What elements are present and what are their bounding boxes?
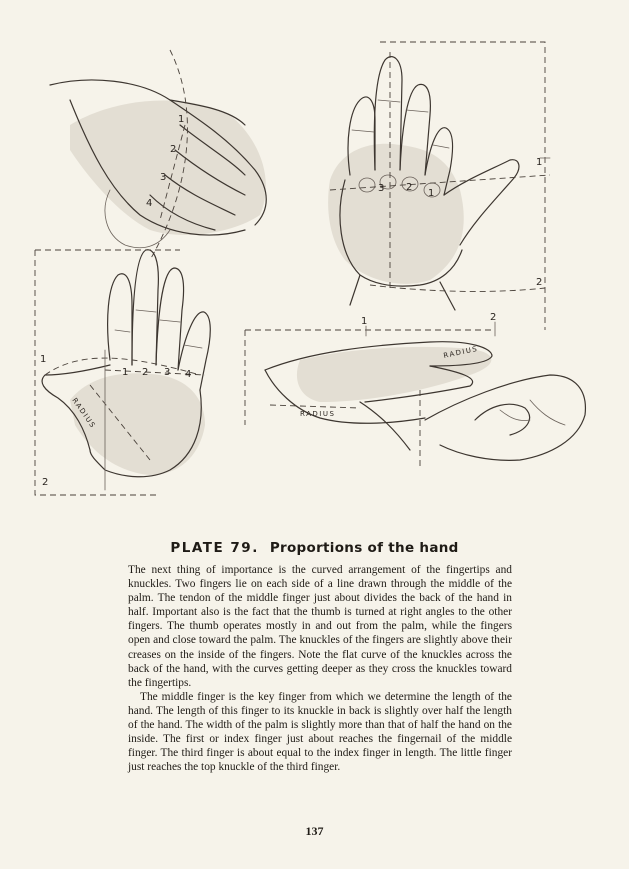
- page-number: 137: [305, 824, 324, 838]
- plate-title: Proportions of the hand: [269, 540, 459, 556]
- sketch2-label-1: 1: [428, 188, 435, 199]
- sketch2-label-right-1: 1: [536, 157, 543, 168]
- sketch2-label-right-2: 2: [536, 277, 543, 288]
- plate-caption: [0, 540, 629, 556]
- sketch4-radius-label-bottom: RADIUS: [300, 410, 336, 418]
- sketch2-label-2: 2: [406, 182, 413, 193]
- sketch-back-of-hand-curved-knuckles: [50, 50, 266, 260]
- sketch4-label-1: 1: [361, 316, 368, 327]
- sketch1-label-1: 1: [178, 114, 185, 125]
- sketch-palm-of-hand: [35, 250, 210, 495]
- sketch3-label-inner-3: 3: [164, 367, 171, 378]
- sketch3-label-inner-1: 1: [122, 367, 129, 378]
- hand-proportions-illustration: [30, 30, 605, 530]
- sketch3-label-inner-2: 2: [142, 367, 149, 378]
- sketch3-radius-label: RADIUS: [70, 396, 98, 431]
- sketch3-label-1: 1: [40, 354, 47, 365]
- sketch-side-view-hands: [245, 312, 585, 470]
- sketch-back-of-hand-upright: [328, 42, 550, 330]
- plate-number: PLATE 79.: [170, 540, 259, 556]
- sketch1-label-2: 2: [170, 144, 177, 155]
- paragraph-2: The middle finger is the key finger from which we determine the length of the hand. The length of this finger to its knuckle in back is slightly over half the length of the hand. The width of the palm is slightly more than that of half the hand on the inside. The first or index finger just about reaches the fingernail of the middle finger. The third finger is about equal to the index finger in length. The little finger just reaches the top knuckle of the third finger.: [128, 690, 512, 774]
- sketch3-label-2: 2: [42, 477, 49, 488]
- sketch3-label-inner-4: 4: [185, 369, 192, 380]
- sketch1-label-4: 4: [146, 198, 153, 209]
- sketch4-radius-label-top: RADIUS: [442, 344, 480, 360]
- paragraph-1: The next thing of importance is the curved arrangement of the fingertips and knuckles. Two fingers lie on each side of a line drawn through the middle of the palm. The tendon of the middle finger just about divides the back of the hand in half. Important also is the fact that the thumb is turned at right angles to the other fingers. The thumb operates mostly in and out from the palm, while the fingers open and close toward the palm. The knuckles of the fingers are slightly above their creases on the inside of the fingers. Note the flat curve of the knuckles across the back of the hand, with the curves getting deeper as they cross the knuckles toward the fingertips.: [128, 564, 512, 689]
- hand-sketch-drawing: [30, 30, 605, 530]
- sketch4-label-2: 2: [490, 312, 497, 323]
- sketch2-label-3: 3: [378, 183, 385, 194]
- body-text: [128, 563, 512, 774]
- sketch1-label-3: 3: [160, 172, 167, 183]
